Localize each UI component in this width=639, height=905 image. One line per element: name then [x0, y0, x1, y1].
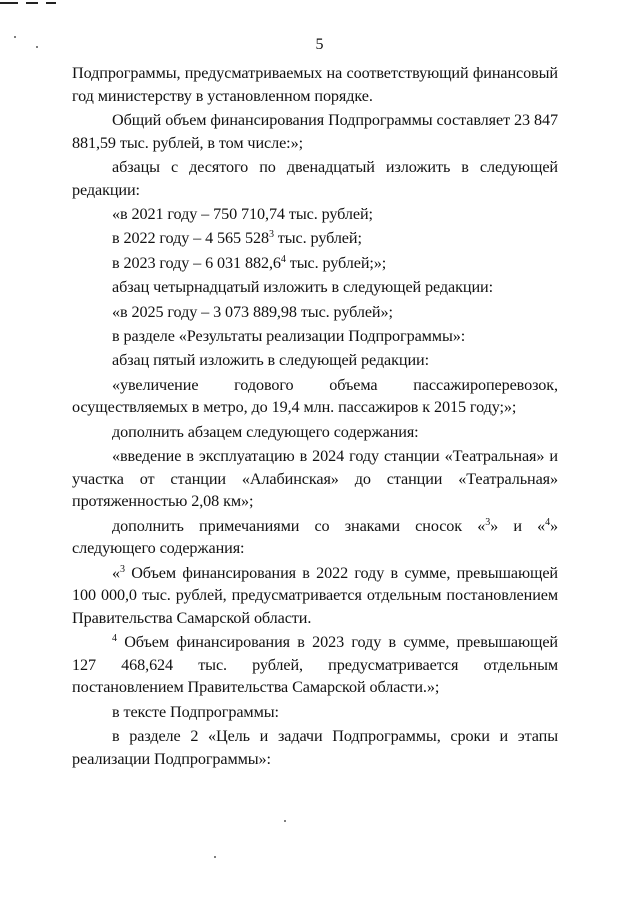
footnote-4-body: Объем финансирования в 2023 году в сумме, превышающей 127 468,624 тыс. рублей, предусматривается отдельным постановлением Правительства Самарской области.»; — [72, 633, 558, 697]
paragraph-1: Подпрограммы, предусматриваемых на соответствующий финансовый год министерству в установленном порядке. — [72, 64, 558, 105]
footnote-mark-3: 3 — [268, 229, 274, 241]
footnote-mark-3-ref: 3 — [485, 516, 491, 528]
paragraph-13: «введение в эксплуатацию в 2024 году станции «Театральная» и участка от станции «Алабинская» до станции «Театральная» протяженностью 2,08 км»; — [72, 447, 558, 511]
footnote-3-body: Объем финансирования в 2022 году в сумме, превышающей 100 000,0 тыс. рублей, предусматривается отдельным постановлением Правительства Самарской области. — [72, 563, 558, 627]
footnote-3-mark: 3 — [120, 563, 125, 575]
paragraph-8: «в 2025 году – 3 073 889,98 тыс. рублей»; — [112, 302, 393, 321]
footnote-4-text — [72, 631, 558, 699]
paragraph-10: абзац пятый изложить в следующей редакции: — [112, 351, 429, 370]
paragraph-12: дополнить абзацем следующего содержания: — [112, 422, 419, 441]
paragraph-9: в разделе «Результаты реализации Подпрограммы»: — [112, 326, 466, 345]
footnote-4-mark: 4 — [112, 633, 117, 645]
paragraph-5 — [72, 227, 558, 250]
scan-artifact-line-1 — [0, 2, 18, 4]
footnote-mark-4: 4 — [280, 253, 286, 265]
paragraph-14-text: дополнить примечаниями со знаками сносок « — [112, 516, 486, 535]
paragraph-17: в тексте Подпрограммы: — [112, 702, 279, 721]
footnote-3-open-quote: « — [112, 563, 120, 582]
footnote-mark-4-ref: 4 — [545, 516, 550, 528]
paragraph-14 — [72, 515, 558, 560]
paragraph-4: «в 2021 году – 750 710,74 тыс. рублей; — [112, 204, 373, 223]
document-body — [72, 62, 558, 772]
paragraph-14-text-middle: » и « — [490, 516, 546, 535]
paragraph-6-text: в 2023 году – 6 031 882,6 — [112, 253, 281, 272]
scan-artifact-line-2 — [26, 2, 38, 4]
paragraph-3: абзацы с десятого по двенадцатый изложить в следующей редакции: — [72, 157, 558, 199]
paragraph-11: «увеличение годового объема пассажироперевозок, осуществляемых в метро, до 19,4 млн. пассажиров к 2015 году;»; — [72, 375, 558, 417]
paragraph-6 — [72, 252, 558, 275]
paragraph-5-text: в 2022 году – 4 565 528 — [112, 229, 269, 248]
paragraph-14-text-end: » следующего содержания: — [72, 516, 558, 558]
paragraph-7: абзац четырнадцатый изложить в следующей редакции: — [112, 278, 493, 297]
page-number: 5 — [315, 36, 324, 53]
paragraph-5-text-end: тыс. рублей; — [273, 229, 362, 248]
paragraph-2: Общий объем финансирования Подпрограммы составляет 23 847 881,59 тыс. рублей, в том числе:»; — [72, 110, 558, 152]
scan-artifact-line-3 — [46, 2, 56, 4]
paragraph-18: в разделе 2 «Цель и задачи Подпрограммы, сроки и этапы реализации Подпрограммы»: — [72, 727, 558, 768]
footnote-3-text — [72, 562, 558, 630]
paragraph-6-text-end: тыс. рублей;»; — [285, 253, 387, 272]
